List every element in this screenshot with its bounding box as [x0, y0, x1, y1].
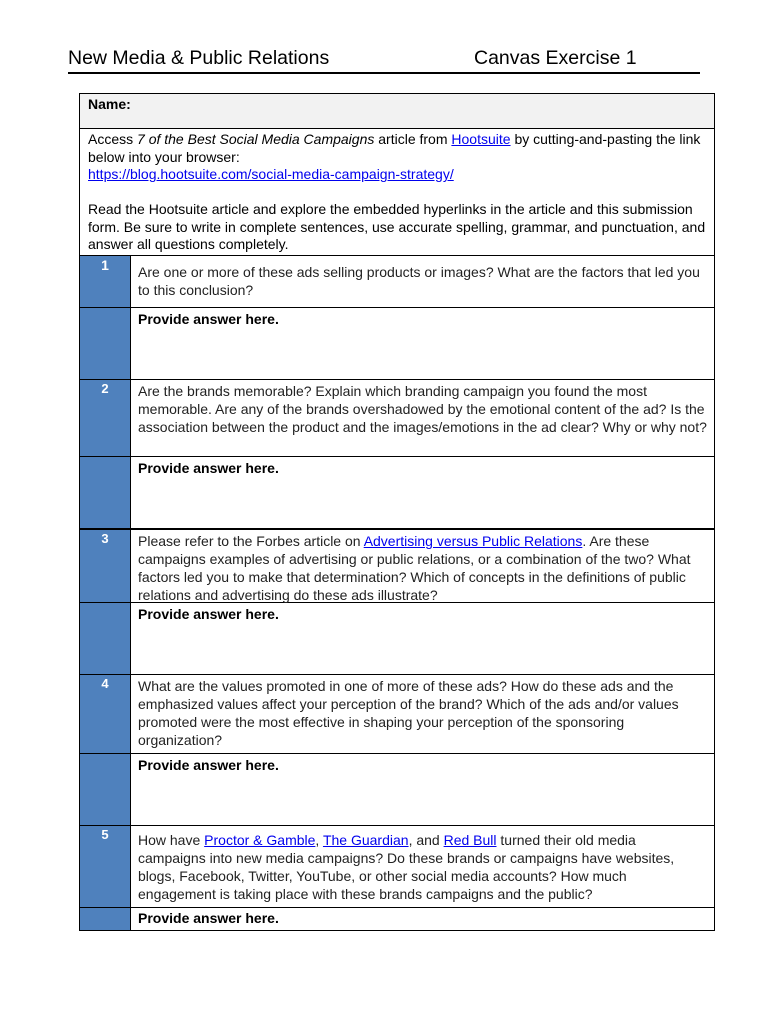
- question-number: 4: [80, 675, 131, 753]
- submission-form: [79, 93, 715, 931]
- answer-row-2[interactable]: [80, 457, 714, 530]
- question-row-2: [80, 380, 714, 457]
- proctor-gamble-link[interactable]: Proctor & Gamble: [204, 832, 316, 848]
- question-number: 5: [80, 826, 131, 907]
- question-text: Please refer to the Forbes article on Advertising versus Public Relations. Are these campaigns examples of advertising or public relations, or a combination of the two? What factors led you to make that determination? Which of concepts in the definitions of public relations and advertising do these ads illustrate?: [138, 533, 691, 603]
- name-label: Name:: [88, 96, 131, 112]
- exercise-title: Canvas Exercise 1: [474, 47, 637, 69]
- answer-number-cell: [80, 754, 131, 825]
- document-header: [68, 46, 700, 74]
- answer-row-1[interactable]: [80, 308, 714, 380]
- question-row-3: [80, 530, 714, 603]
- answer-number-cell: [80, 308, 131, 379]
- article-title: 7 of the Best Social Media Campaigns: [137, 131, 375, 147]
- question-row-5: [80, 826, 714, 908]
- question-number: 2: [80, 380, 131, 456]
- question-text: Are the brands memorable? Explain which branding campaign you found the most memorable. Are any of the brands overshadowed by the emotional content of the ad? Is the association between the product and the images/emotions in the ad clear? Why or why not?: [138, 383, 707, 435]
- read-instructions: Read the Hootsuite article and explore the embedded hyperlinks in the article and this submission form. Be sure to write in complete sentences, use accurate spelling, grammar, and punctuation, and answer all questions completely.: [88, 201, 706, 252]
- answer-placeholder[interactable]: Provide answer here.: [138, 311, 279, 327]
- answer-number-cell: [80, 457, 131, 528]
- question-number: 1: [80, 256, 131, 307]
- question-text: How have Proctor & Gamble, The Guardian, and Red Bull turned their old media campaigns into new media campaigns? Do these brands or campaigns have websites, blogs, Facebook, Twitter, YouTube, or other social media accounts? How much engagement is taking place with these brands campaigns and the public?: [138, 832, 675, 902]
- answer-placeholder[interactable]: Provide answer here.: [138, 757, 279, 773]
- answer-placeholder[interactable]: Provide answer here.: [138, 460, 279, 476]
- answer-row-5[interactable]: [80, 908, 714, 930]
- question-text: What are the values promoted in one of more of these ads? How do these ads and the emphasized values affect your perception of the brand? Which of the ads and/or values promoted were the most effective in shaping your perception of the sponsoring organization?: [138, 678, 679, 748]
- instructions: [80, 129, 714, 256]
- answer-row-4[interactable]: [80, 754, 714, 826]
- answer-placeholder[interactable]: Provide answer here.: [138, 910, 279, 926]
- question-row-1: [80, 256, 714, 308]
- answer-row-3[interactable]: [80, 603, 714, 675]
- question-text: Are one or more of these ads selling products or images? What are the factors that led you to this conclusion?: [138, 264, 700, 298]
- the-guardian-link[interactable]: The Guardian: [322, 832, 409, 848]
- hootsuite-link[interactable]: Hootsuite: [451, 131, 511, 147]
- access-instructions: Access 7 of the Best Social Media Campaigns article from Hootsuite by cutting-and-pasting the link below into your browser:: [88, 131, 701, 165]
- answer-number-cell: [80, 603, 131, 674]
- answer-number-cell: [80, 908, 131, 930]
- red-bull-link[interactable]: Red Bull: [443, 832, 497, 848]
- answer-placeholder[interactable]: Provide answer here.: [138, 606, 279, 622]
- forbes-article-link[interactable]: Advertising versus Public Relations: [363, 533, 583, 549]
- question-row-4: [80, 675, 714, 754]
- article-url-link[interactable]: https://blog.hootsuite.com/social-media-campaign-strategy/: [88, 166, 454, 182]
- course-title: New Media & Public Relations: [68, 47, 330, 69]
- name-row[interactable]: [80, 94, 714, 129]
- question-number: 3: [80, 530, 131, 602]
